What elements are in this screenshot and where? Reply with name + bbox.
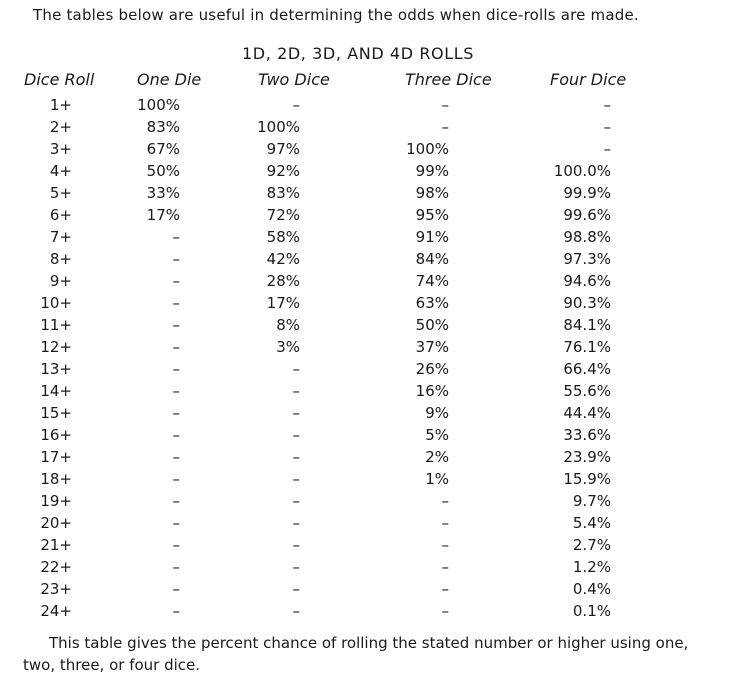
one-die-cell: – [172,492,180,510]
three-dice-cell: 9% [425,404,449,422]
four-dice-cell: – [603,140,611,158]
one-die-cell: – [172,602,180,620]
two-dice-cell: 72% [266,206,300,224]
two-dice-cell: 97% [266,140,300,158]
table-row [0,402,731,424]
dice-roll-cell: 4+ [49,162,72,180]
table-row [0,204,731,226]
two-dice-cell: 100% [257,118,300,136]
table-row [0,600,731,622]
two-dice-cell: 83% [266,184,300,202]
two-dice-cell: 42% [266,250,300,268]
three-dice-cell: 1% [425,470,449,488]
four-dice-cell: 0.4% [572,580,611,598]
dice-roll-cell: 3+ [49,140,72,158]
three-dice-cell: 2% [425,448,449,466]
table-row [0,490,731,512]
one-die-cell: 33% [146,184,180,202]
dice-roll-cell: 7+ [49,228,72,246]
two-dice-cell: – [292,536,300,554]
four-dice-cell: 90.3% [563,294,611,312]
two-dice-cell: – [292,558,300,576]
dice-roll-cell: 2+ [49,118,72,136]
three-dice-cell: 26% [415,360,449,378]
table-row [0,160,731,182]
three-dice-cell: 91% [415,228,449,246]
one-die-cell: – [172,360,180,378]
dice-roll-cell: 16+ [40,426,72,444]
two-dice-cell: – [292,426,300,444]
one-die-cell: – [172,272,180,290]
dice-roll-cell: 22+ [40,558,72,576]
dice-roll-cell: 20+ [40,514,72,532]
four-dice-cell: 33.6% [563,426,611,444]
header-four-dice: Four Dice [550,70,627,89]
table-row [0,556,731,578]
four-dice-cell: 55.6% [563,382,611,400]
two-dice-cell: 58% [266,228,300,246]
two-dice-cell: 92% [266,162,300,180]
four-dice-cell: 98.8% [563,228,611,246]
one-die-cell: – [172,382,180,400]
table-row [0,292,731,314]
table-row [0,468,731,490]
four-dice-cell: 5.4% [572,514,611,532]
one-die-cell: 83% [146,118,180,136]
three-dice-cell: 98% [415,184,449,202]
one-die-cell: 17% [146,206,180,224]
dice-roll-cell: 13+ [40,360,72,378]
one-die-cell: – [172,338,180,356]
two-dice-cell: – [292,514,300,532]
table-row [0,270,731,292]
dice-roll-cell: 17+ [40,448,72,466]
one-die-cell: – [172,536,180,554]
dice-roll-cell: 19+ [40,492,72,510]
four-dice-cell: 84.1% [563,316,611,334]
table-row [0,336,731,358]
three-dice-cell: 100% [406,140,449,158]
four-dice-cell: 76.1% [563,338,611,356]
one-die-cell: – [172,448,180,466]
four-dice-cell: 15.9% [563,470,611,488]
three-dice-cell: – [441,492,449,510]
intro-text: The tables below are useful in determining the odds when dice-rolls are made. [33,6,639,24]
three-dice-cell: 63% [415,294,449,312]
three-dice-cell: 84% [415,250,449,268]
table-row [0,226,731,248]
four-dice-cell: 66.4% [563,360,611,378]
dice-roll-cell: 10+ [40,294,72,312]
dice-roll-cell: 11+ [40,316,72,334]
three-dice-cell: 74% [415,272,449,290]
two-dice-cell: – [292,492,300,510]
two-dice-cell: – [292,382,300,400]
table-row [0,446,731,468]
three-dice-cell: 16% [415,382,449,400]
one-die-cell: – [172,514,180,532]
three-dice-cell: – [441,536,449,554]
three-dice-cell: – [441,580,449,598]
dice-roll-cell: 8+ [49,250,72,268]
dice-roll-cell: 23+ [40,580,72,598]
table-title: 1D, 2D, 3D, AND 4D ROLLS [242,44,475,63]
four-dice-cell: 9.7% [572,492,611,510]
header-three-dice: Three Dice [405,70,492,89]
two-dice-cell: – [292,602,300,620]
four-dice-cell: 44.4% [563,404,611,422]
dice-roll-cell: 24+ [40,602,72,620]
dice-roll-cell: 15+ [40,404,72,422]
four-dice-cell: 0.1% [572,602,611,620]
one-die-cell: 67% [146,140,180,158]
four-dice-cell: 2.7% [572,536,611,554]
header-two-dice: Two Dice [258,70,330,89]
table-row [0,94,731,116]
table-row [0,512,731,534]
one-die-cell: – [172,250,180,268]
one-die-cell: – [172,228,180,246]
four-dice-cell: 94.6% [563,272,611,290]
one-die-cell: – [172,470,180,488]
two-dice-cell: 17% [266,294,300,312]
two-dice-cell: – [292,404,300,422]
two-dice-cell: 8% [276,316,300,334]
one-die-cell: – [172,404,180,422]
two-dice-cell: 28% [266,272,300,290]
four-dice-cell: – [603,118,611,136]
one-die-cell: – [172,316,180,334]
table-row [0,534,731,556]
dice-roll-cell: 12+ [40,338,72,356]
footnote: This table gives the percent chance of rolling the stated number or higher using one, two, three, or four dice. [23,634,689,674]
two-dice-cell: – [292,96,300,114]
four-dice-cell: 23.9% [563,448,611,466]
three-dice-cell: – [441,118,449,136]
three-dice-cell: 50% [415,316,449,334]
table-row [0,380,731,402]
two-dice-cell: – [292,580,300,598]
one-die-cell: 100% [137,96,180,114]
one-die-cell: 50% [146,162,180,180]
two-dice-cell: – [292,360,300,378]
dice-roll-cell: 21+ [40,536,72,554]
column-headers [0,70,731,92]
table-row [0,314,731,336]
four-dice-cell: 99.9% [563,184,611,202]
table-row [0,116,731,138]
table-row [0,358,731,380]
three-dice-cell: 99% [415,162,449,180]
two-dice-cell: – [292,470,300,488]
one-die-cell: – [172,294,180,312]
three-dice-cell: 37% [415,338,449,356]
dice-roll-cell: 9+ [49,272,72,290]
four-dice-cell: 99.6% [563,206,611,224]
one-die-cell: – [172,426,180,444]
three-dice-cell: – [441,96,449,114]
odds-table [0,94,731,622]
four-dice-cell: – [603,96,611,114]
four-dice-cell: 100.0% [553,162,611,180]
dice-roll-cell: 18+ [40,470,72,488]
table-row [0,248,731,270]
header-dice-roll: Dice Roll [24,70,95,89]
four-dice-cell: 1.2% [572,558,611,576]
table-row [0,578,731,600]
three-dice-cell: – [441,558,449,576]
three-dice-cell: – [441,514,449,532]
dice-roll-cell: 1+ [49,96,72,114]
dice-roll-cell: 5+ [49,184,72,202]
table-row [0,138,731,160]
table-row [0,182,731,204]
two-dice-cell: – [292,448,300,466]
three-dice-cell: – [441,602,449,620]
dice-roll-cell: 6+ [49,206,72,224]
three-dice-cell: 5% [425,426,449,444]
table-row [0,424,731,446]
header-one-die: One Die [137,70,202,89]
four-dice-cell: 97.3% [563,250,611,268]
two-dice-cell: 3% [276,338,300,356]
dice-roll-cell: 14+ [40,382,72,400]
one-die-cell: – [172,558,180,576]
three-dice-cell: 95% [415,206,449,224]
one-die-cell: – [172,580,180,598]
